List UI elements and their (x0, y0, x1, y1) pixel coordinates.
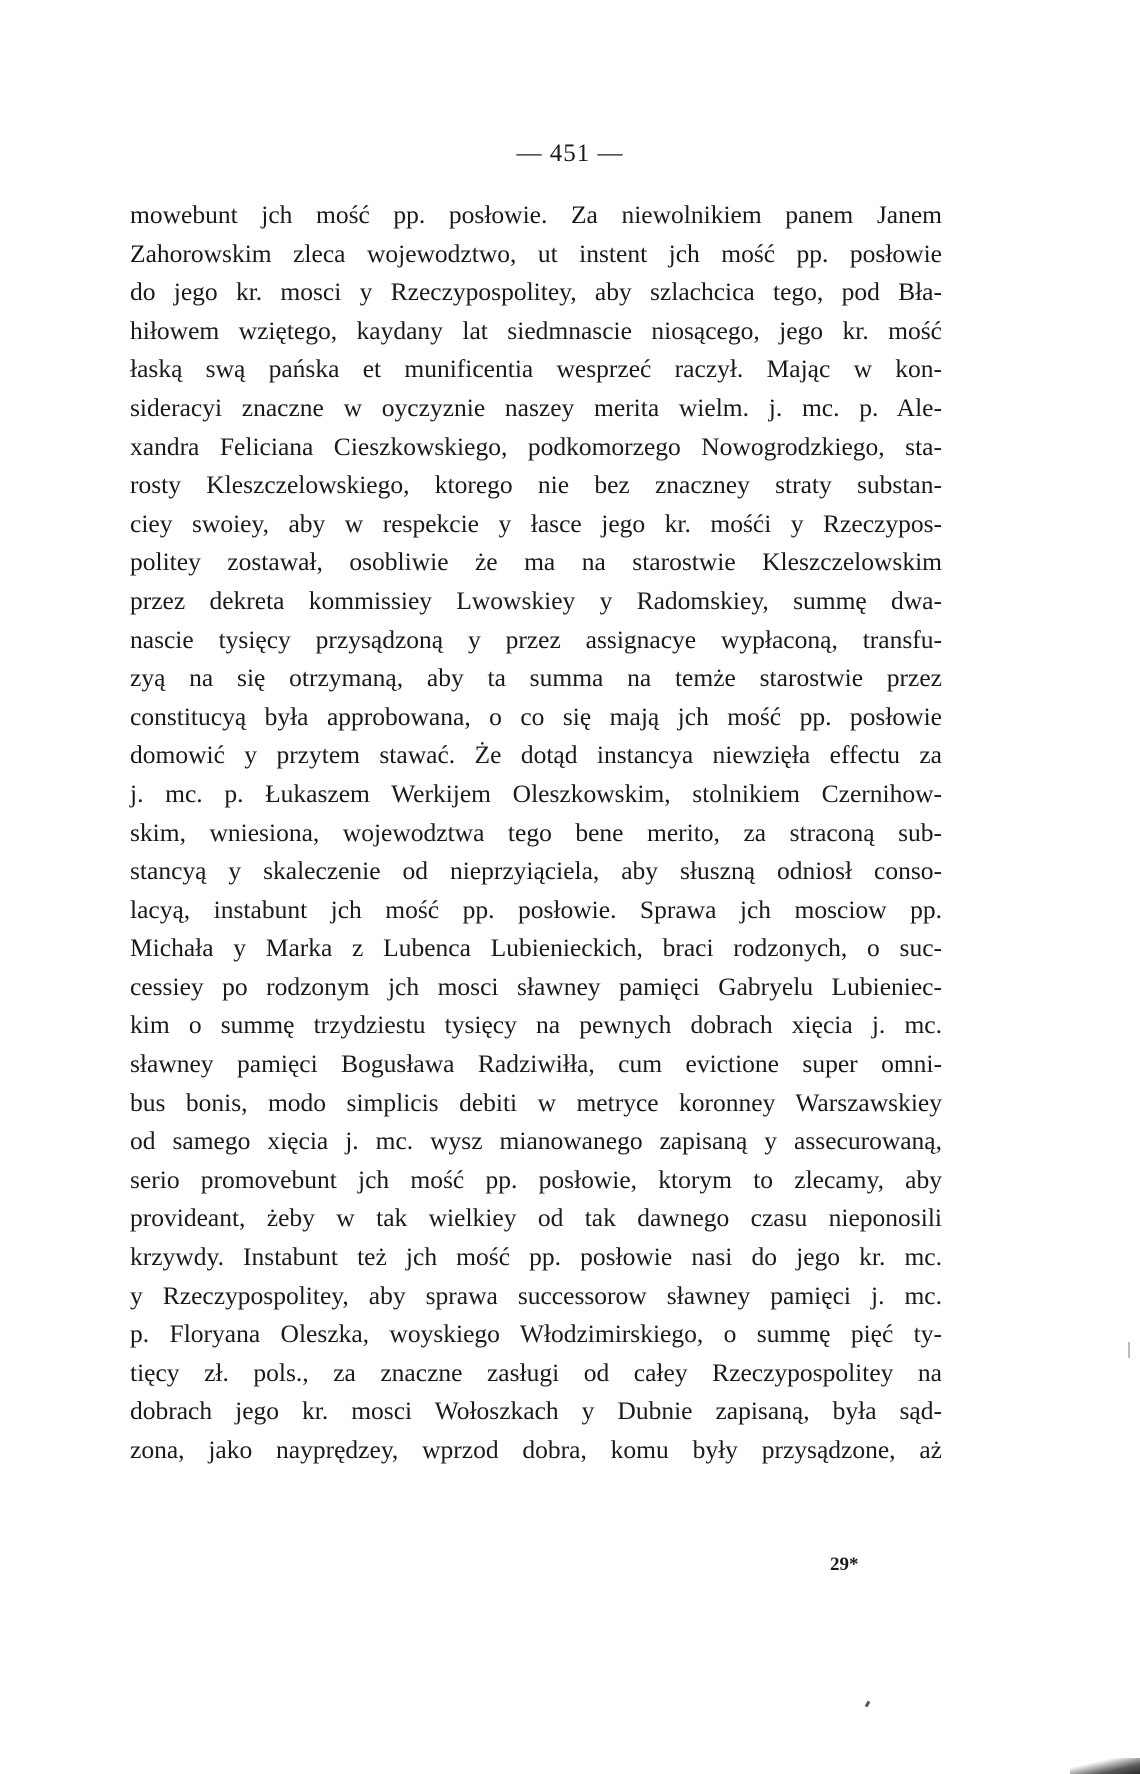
corner-shadow (1070, 1758, 1140, 1774)
text-line: Michała y Marka z Lubenca Lubienieckich, braci rodzonych, o suc- (130, 933, 942, 963)
text-line: krzywdy. Instabunt też jch mość pp. posłowie nasi do jego kr. mc. (130, 1242, 942, 1272)
text-line: bus bonis, modo simplicis debiti w metryce koronney Warszawskiey (130, 1087, 942, 1117)
text-line: politey zostawał, osobliwie że ma na starostwie Kleszczelowskim (130, 547, 942, 577)
body-text (130, 196, 942, 1470)
text-line: dobrach jego kr. mosci Wołoszkach y Dubnie zapisaną, była sąd- (130, 1396, 942, 1426)
text-line: cessiey po rodzonym jch mosci sławney pamięci Gabryelu Lubieniec- (130, 971, 942, 1001)
text-line: mowebunt jch mość pp. posłowie. Za niewolnikiem panem Janem (130, 200, 942, 229)
text-line: kim o summę trzydziestu tysięcy na pewnych dobrach xięcia j. mc. (130, 1010, 942, 1040)
text-line: do jego kr. mosci y Rzeczypospolitey, aby szlachcica tego, pod Bła- (130, 277, 942, 307)
text-line: łaską swą pańska et munificentia wesprzeć raczył. Mając w kon- (130, 354, 942, 384)
signature-mark: 29* (830, 1554, 859, 1575)
text-line: przez dekreta kommissiey Lwowskiey y Radomskiey, summę dwa- (130, 585, 942, 615)
text-line: ciey swoiey, aby w respekcie y łasce jego kr. mośći y Rzeczypos- (130, 508, 942, 538)
text-line: od samego xięcia j. mc. wysz mianowanego zapisaną y assecurowaną, (130, 1126, 942, 1156)
text-line: j. mc. p. Łukaszem Werkijem Oleszkowskim, stolnikiem Czernihow- (130, 778, 942, 808)
text-line: rosty Kleszczelowskiego, ktorego nie bez znaczney straty substan- (130, 470, 942, 500)
text-line: constitucyą była approbowana, o co się mają jch mość pp. posłowie (130, 701, 942, 731)
text-line: y Rzeczypospolitey, aby sprawa successorow sławney pamięci j. mc. (130, 1280, 942, 1310)
text-line: hiłowem wziętego, kaydany lat siedmnascie niosącego, jego kr. mość (130, 315, 942, 345)
scan-speck (865, 1701, 871, 1708)
text-line: p. Floryana Oleszka, woyskiego Włodzimirskiego, o summę pięć ty- (130, 1319, 942, 1349)
text-line: sideracyi znaczne w oyczyznie naszey merita wielm. j. mc. p. Ale- (130, 392, 942, 422)
margin-mark (1128, 1342, 1130, 1358)
text-line: serio promovebunt jch mość pp. posłowie, ktorym to zlecamy, aby (130, 1164, 942, 1194)
text-line: xandra Feliciana Cieszkowskiego, podkomorzego Nowogrodzkiego, sta- (130, 431, 942, 461)
text-line: stancyą y skaleczenie od nieprzyiąciela, aby słuszną odniosł conso- (130, 856, 942, 886)
text-line: Zahorowskim zleca wojewodztwo, ut instent jch mość pp. posłowie (130, 238, 942, 268)
text-line: zona, jako nayprędzey, wprzod dobra, komu były przysądzone, aż (130, 1435, 942, 1464)
text-line: provideant, żeby w tak wielkiey od tak dawnego czasu nieponosili (130, 1203, 942, 1233)
text-line: sławney pamięci Bogusława Radziwiłła, cum evictione super omni- (130, 1049, 942, 1079)
text-line: tięcy zł. pols., za znaczne zasługi od całey Rzeczypospolitey na (130, 1357, 942, 1387)
text-line: lacyą, instabunt jch mość pp. posłowie. Sprawa jch mosciow pp. (130, 894, 942, 924)
page-number-header: — 451 — (516, 140, 624, 167)
text-line: domowić y przytem stawać. Że dotąd instancya niewzięła effectu za (130, 740, 942, 770)
text-line: nascie tysięcy przysądzoną y przez assignacye wypłaconą, transfu- (130, 624, 942, 654)
text-line: zyą na się otrzymaną, aby ta summa na temże starostwie przez (130, 663, 942, 693)
text-line: skim, wniesiona, wojewodztwa tego bene merito, za straconą sub- (130, 817, 942, 847)
